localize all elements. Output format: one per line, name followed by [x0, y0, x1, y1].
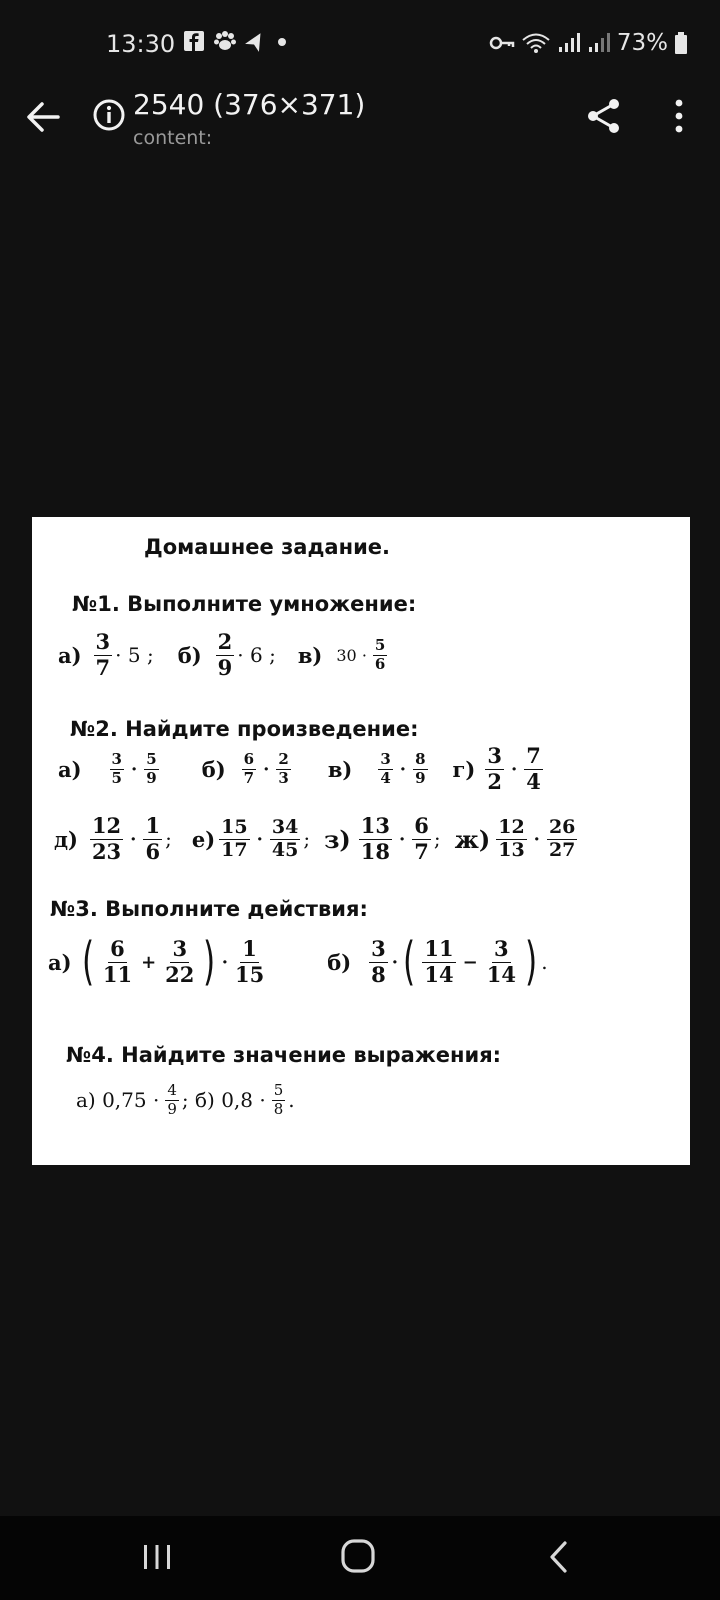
task2-title: №2. Найдите произведение: — [70, 717, 419, 741]
minus-operator: − — [462, 951, 478, 973]
fraction: $\frac{12}{23}$ — [91, 813, 122, 864]
task1-b-label: б) — [177, 642, 202, 668]
task2-d-label: г) — [452, 756, 476, 782]
battery-percent: 73% — [616, 30, 668, 56]
fraction: $\frac{26}{27}$ — [548, 815, 576, 861]
fraction: $\frac{6}{11}$ — [102, 936, 133, 987]
task1-b-tail: · 6 ; — [237, 643, 276, 667]
fraction: $\frac{3}{7}$ — [95, 629, 111, 680]
more-options-icon[interactable] — [664, 96, 694, 136]
task3-title: №3. Выполните действия: — [50, 897, 368, 921]
fraction: $\frac{5}{6}$ — [374, 635, 386, 673]
fraction: $\frac{15}{17}$ — [221, 815, 248, 861]
fraction: $\frac{5}{8}$ — [273, 1080, 284, 1118]
vpn-key-icon — [489, 33, 515, 53]
task2-h-label: ж) — [454, 824, 491, 854]
fraction: $\frac{34}{45}$ — [271, 815, 299, 861]
fraction: $\frac{5}{9}$ — [146, 749, 157, 787]
task2-b-label: б) — [201, 756, 226, 782]
fraction: $\frac{2}{3}$ — [278, 749, 289, 787]
task4-a-text: а) 0,75 · — [76, 1088, 160, 1112]
navigation-icon — [245, 30, 267, 52]
doc-heading: Домашнее задание. — [144, 535, 391, 559]
signal-icon — [557, 32, 581, 54]
task1-c-head: 30 · — [336, 645, 367, 665]
nav-back-icon[interactable] — [548, 1540, 570, 1574]
wifi-icon — [521, 32, 551, 54]
fraction: $\frac{3}{5}$ — [111, 749, 122, 787]
task2-c-label: в) — [327, 756, 353, 782]
image-title: 2540 (376×371) — [133, 88, 366, 121]
task2-g-label: з) — [324, 824, 351, 854]
plus-operator: + — [141, 951, 157, 973]
image-subtitle: content: — [133, 127, 213, 149]
task3-a-label: а) — [48, 949, 72, 975]
info-icon[interactable] — [92, 98, 126, 132]
status-bar — [0, 0, 720, 80]
task2-row2: д) $\frac{12}{23}$ · $\frac{1}{6}$ ; е) $\frac{15}{17}$ · $\frac{34}{45}$ ; з) $\frac{13}{18}$ · $\frac{6}{7}$ ; ж) $\frac{12}{13}$ · $\frac{26}{27}$ — [54, 813, 576, 864]
fraction: $\frac{3}{14}$ — [486, 936, 516, 987]
fraction: $\frac{4}{9}$ — [167, 1080, 177, 1118]
fraction: $\frac{7}{4}$ — [526, 743, 541, 794]
battery-icon — [674, 31, 688, 55]
task1-a-tail: · 5 ; — [115, 643, 154, 667]
task2-row1: а) $\frac{3}{5}$ · $\frac{5}{9}$ б) $\frac{6}{7}$ · $\frac{2}{3}$ в) $\frac{3}{4}$ · $\frac{8}{9}$ г) $\frac{3}{2}$ · $\frac{7}{4}$ — [58, 743, 541, 794]
task4-row — [76, 1074, 295, 1126]
fraction: $\frac{3}{4}$ — [380, 749, 391, 787]
fraction: $\frac{3}{2}$ — [487, 743, 502, 794]
status-time: 13:30 — [106, 30, 176, 58]
system-navigation-bar — [0, 1516, 720, 1600]
recent-apps-icon[interactable] — [140, 1542, 174, 1572]
status-icons-right — [489, 30, 688, 56]
task1-c-label: в) — [297, 642, 323, 668]
fraction: $\frac{3}{22}$ — [165, 936, 195, 987]
fraction: $\frac{1}{15}$ — [234, 936, 265, 987]
app-toolbar — [0, 82, 720, 162]
task2-e-label: д) — [54, 826, 78, 852]
task4-title: №4. Найдите значение выражения: — [66, 1043, 502, 1067]
fraction: $\frac{3}{8}$ — [371, 936, 386, 987]
fraction: $\frac{13}{18}$ — [360, 813, 390, 864]
fraction: $\frac{12}{13}$ — [498, 815, 525, 861]
task2-a-label: а) — [58, 756, 82, 782]
facebook-icon — [183, 30, 205, 52]
task1-row — [58, 624, 390, 686]
fraction: $\frac{6}{7}$ — [243, 749, 255, 787]
task4-end: . — [288, 1088, 295, 1112]
fraction: $\frac{1}{6}$ — [145, 813, 161, 864]
back-arrow-icon[interactable] — [20, 94, 66, 140]
task1-title: №1. Выполните умножение: — [72, 592, 417, 616]
task1-a-label: а) — [58, 642, 82, 668]
task3-b-label: б) — [327, 949, 352, 975]
task3-row: а) ( $\frac{6}{11}$ + $\frac{3}{22}$ ) · $\frac{1}{15}$ б) $\frac{3}{8}$ · ( $\frac{11}{14}$ − $\frac{3}{14}$ ) . — [48, 932, 548, 992]
home-icon[interactable] — [340, 1538, 376, 1574]
fraction: $\frac{11}{14}$ — [424, 936, 454, 987]
status-icons-left — [183, 30, 289, 52]
task2-f-label: е) — [191, 826, 216, 852]
fraction: $\frac{2}{9}$ — [217, 629, 233, 680]
share-icon[interactable] — [584, 96, 624, 136]
fraction: $\frac{6}{7}$ — [414, 813, 429, 864]
paw-icon — [213, 30, 237, 52]
homework-image — [32, 517, 690, 1165]
fraction: $\frac{8}{9}$ — [415, 749, 426, 787]
signal-icon — [587, 32, 611, 54]
dot-icon — [275, 30, 289, 52]
task4-b-text: ; б) 0,8 · — [181, 1088, 266, 1112]
